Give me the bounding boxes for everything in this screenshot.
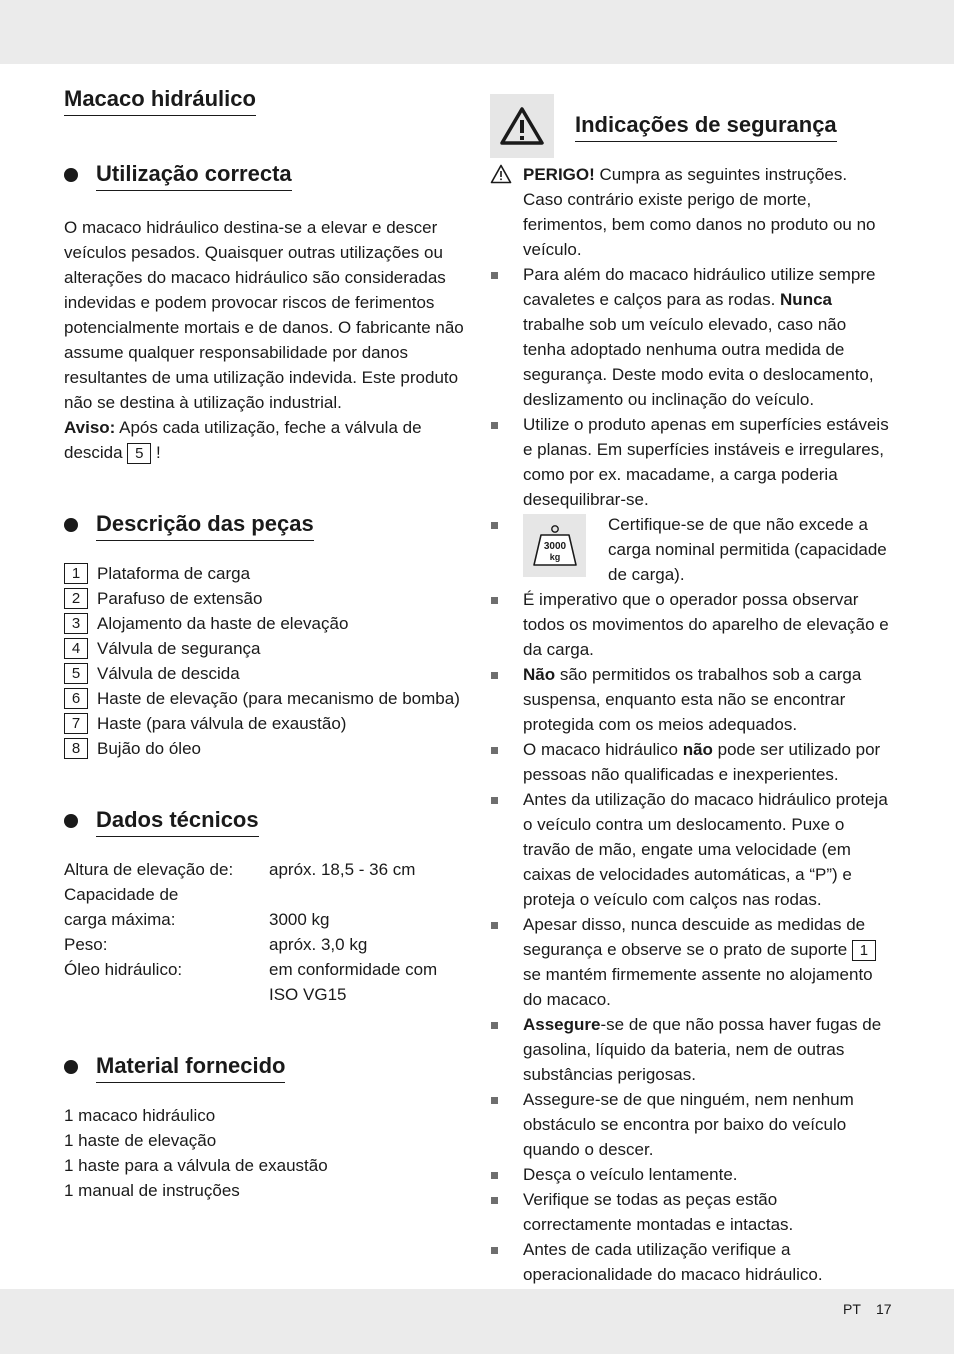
part-item	[64, 711, 464, 736]
safety-text: O macaco hidráulico	[523, 740, 683, 759]
bullet-dot-icon	[64, 168, 78, 182]
list-item: 1 haste para a válvula de exaustão	[64, 1156, 328, 1175]
warning-triangle-icon	[490, 94, 554, 158]
heading-utilizacao: Utilização correcta	[96, 159, 292, 191]
square-bullet-icon	[491, 272, 498, 279]
safety-text: É imperativo que o operador possa observar todos os movimentos do aparelho de elevação e da carga.	[523, 590, 889, 659]
safety-text: Antes de cada utilização verifique a operacionalidade do macaco hidráulico.	[523, 1240, 823, 1284]
safety-text: Para além do macaco hidráulico utilize sempre cavaletes e calços para as rodas.	[523, 265, 876, 309]
load-icon-value: 3000	[543, 540, 566, 552]
left-column	[64, 84, 464, 1203]
part-item	[64, 686, 464, 711]
part-number: 5	[64, 663, 88, 684]
tech-key: Óleo hidráulico:	[64, 960, 183, 979]
square-bullet-icon	[491, 1097, 498, 1104]
square-bullet-icon	[491, 922, 498, 929]
part-number: 3	[64, 613, 88, 634]
safety-item	[490, 737, 890, 787]
footer-language: PT	[843, 1301, 861, 1317]
safety-text: Assegure-se de que ninguém, nem nenhum obstáculo se encontra por baixo do veículo quando o descer.	[523, 1090, 854, 1159]
safety-text: pode ser utilizado por pessoas não qualificadas e inexperientes.	[523, 740, 881, 784]
part-label: Parafuso de extensão	[97, 589, 263, 608]
part-item	[64, 586, 464, 611]
square-bullet-icon	[491, 797, 498, 804]
bullet-dot-icon	[64, 518, 78, 532]
safety-text: Utilize o produto apenas em superfícies estáveis e planas. Em superfícies instáveis e irregulares, como por ex. macadame, a carga poderia desequilibrar-se.	[523, 415, 889, 509]
part-number: 2	[64, 588, 88, 609]
support-ref-box: 1	[852, 940, 876, 961]
section-descricao-heading	[64, 509, 464, 541]
heading-material: Material fornecido	[96, 1051, 285, 1083]
footer-page-number: 17	[876, 1301, 892, 1317]
part-label: Alojamento da haste de elevação	[97, 614, 349, 633]
part-number: 1	[64, 563, 88, 584]
safety-item	[490, 412, 890, 512]
part-number: 6	[64, 688, 88, 709]
list-item: 1 haste de elevação	[64, 1131, 217, 1150]
safety-heading-row	[490, 94, 890, 158]
part-number: 8	[64, 738, 88, 759]
part-item	[64, 736, 464, 761]
safety-bold: Nunca	[780, 290, 832, 309]
safety-item	[490, 1162, 890, 1187]
safety-list	[490, 162, 890, 1312]
tech-key: carga máxima:	[64, 910, 176, 929]
square-bullet-icon	[491, 1247, 498, 1254]
aviso-end: !	[151, 443, 161, 462]
leak-bold: Assegure	[523, 1015, 601, 1034]
tech-key: Capacidade de	[64, 885, 179, 904]
square-bullet-icon	[491, 1022, 498, 1029]
leak-text: -se de que não possa haver fugas de gasolina, líquido da bateria, nem de outras substâncias perigosas.	[523, 1015, 882, 1084]
safety-item	[490, 1187, 890, 1237]
heading-descricao: Descrição das peças	[96, 509, 314, 541]
weight-load-icon	[523, 514, 586, 577]
square-bullet-icon	[491, 522, 498, 529]
square-bullet-icon	[491, 422, 498, 429]
square-bullet-icon	[491, 672, 498, 679]
safety-text: Verifique se todas as peças estão correctamente montadas e intactas.	[523, 1190, 794, 1234]
section-dados-heading	[64, 805, 464, 837]
parts-list	[64, 561, 464, 761]
load-text: Certifique-se de que não excede a carga nominal permitida (capacidade de carga).	[608, 515, 887, 584]
list-item: 1 macaco hidráulico	[64, 1106, 216, 1125]
table-row	[64, 982, 437, 1007]
aviso-text: Após cada utilização, feche a válvula de descida	[64, 418, 422, 462]
safety-text: são permitidos os trabalhos sob a carga suspensa, enquanto esta não se encontrar protegida com os meios adequados.	[523, 665, 862, 734]
part-number: 4	[64, 638, 88, 659]
part-number: 7	[64, 713, 88, 734]
safety-item	[490, 1012, 890, 1087]
square-bullet-icon	[491, 1172, 498, 1179]
safety-text: trabalhe sob um veículo elevado, caso não tenha adoptado nenhuma outra medida de segurança. Deste modo evita o deslocamento, deslizamento ou inclinação do veículo.	[523, 315, 874, 409]
tech-value: 3000 kg	[269, 910, 330, 929]
safety-item	[490, 787, 890, 912]
support-text: Apesar disso, nunca descuide as medidas de segurança e observe se o prato de suporte	[523, 915, 866, 959]
section-material-heading	[64, 1051, 464, 1083]
part-label: Bujão do óleo	[97, 739, 201, 758]
utilizacao-body	[64, 215, 464, 465]
part-label: Haste (para válvula de exaustão)	[97, 714, 347, 733]
part-item	[64, 611, 464, 636]
tech-value: em conformidade com	[269, 960, 438, 979]
warning-small-icon	[490, 164, 512, 184]
tech-key	[64, 982, 269, 1007]
square-bullet-icon	[491, 747, 498, 754]
table-row	[64, 907, 437, 932]
safety-item	[490, 262, 890, 412]
safety-text: Antes da utilização do macaco hidráulico proteja o veículo contra um deslocamento. Puxe o travão de mão, engate uma velocidade (em caixas de velocidades automáticas, a “P”) e proteja o veículo com calços nas rodas.	[523, 790, 888, 909]
tech-value: apróx. 18,5 - 36 cm	[269, 860, 416, 879]
danger-text: Cumpra as seguintes instruções. Caso contrário existe perigo de morte, ferimentos, bem como danos no produto ou no veículo.	[523, 165, 876, 259]
tech-value: apróx. 3,0 kg	[269, 935, 368, 954]
section-utilizacao-heading	[64, 159, 464, 191]
safety-item	[490, 587, 890, 662]
material-list	[64, 1103, 464, 1203]
heading-dados: Dados técnicos	[96, 805, 259, 837]
safety-bold: Não	[523, 665, 556, 684]
bullet-dot-icon	[64, 814, 78, 828]
square-bullet-icon	[491, 1197, 498, 1204]
aviso-label: Aviso:	[64, 418, 116, 437]
safety-item-load	[490, 512, 890, 587]
safety-bold: não	[682, 740, 713, 759]
right-column	[490, 94, 890, 1312]
part-label: Válvula de segurança	[97, 639, 261, 658]
support-text-end: se mantém firmemente assente no alojamento do macaco.	[523, 965, 873, 1009]
footer-band	[0, 1289, 954, 1354]
part-label: Válvula de descida	[97, 664, 240, 683]
part-label: Haste de elevação (para mecanismo de bomba)	[97, 689, 460, 708]
danger-item	[490, 162, 890, 262]
tech-key: Altura de elevação de:	[64, 860, 234, 879]
aviso-note	[64, 415, 464, 465]
danger-label: PERIGO!	[523, 165, 595, 184]
utilizacao-paragraph: O macaco hidráulico destina-se a elevar e descer veículos pesados. Quaisquer outras utilizações ou alterações do macaco hidráulico são consideradas indevidas e podem provocar riscos de ferimentos potencialmente mortais e de danos. O fabricante não assume qualquer responsabilidade por danos resultantes de uma utilização indevida. Este produto não se destina à utilização industrial.	[64, 218, 464, 412]
part-item	[64, 561, 464, 586]
tech-key: Peso:	[64, 935, 108, 954]
heading-seguranca: Indicações de segurança	[575, 110, 837, 142]
safety-item	[490, 1087, 890, 1162]
table-row	[64, 857, 437, 882]
square-bullet-icon	[491, 597, 498, 604]
page-title: Macaco hidráulico	[64, 84, 256, 116]
list-item: 1 manual de instruções	[64, 1181, 240, 1200]
safety-text: Desça o veículo lentamente.	[523, 1165, 738, 1184]
part-item	[64, 661, 464, 686]
part-item	[64, 636, 464, 661]
safety-item	[490, 912, 890, 1012]
table-row	[64, 932, 437, 957]
header-band	[0, 0, 954, 64]
tech-data-table	[64, 857, 437, 1007]
bullet-dot-icon	[64, 1060, 78, 1074]
table-row	[64, 882, 437, 907]
table-row	[64, 957, 437, 982]
tech-value	[269, 882, 437, 907]
safety-item	[490, 662, 890, 737]
part-label: Plataforma de carga	[97, 564, 251, 583]
load-icon-unit: kg	[549, 551, 560, 562]
aviso-ref-box: 5	[127, 443, 151, 464]
tech-value: ISO VG15	[269, 985, 347, 1004]
